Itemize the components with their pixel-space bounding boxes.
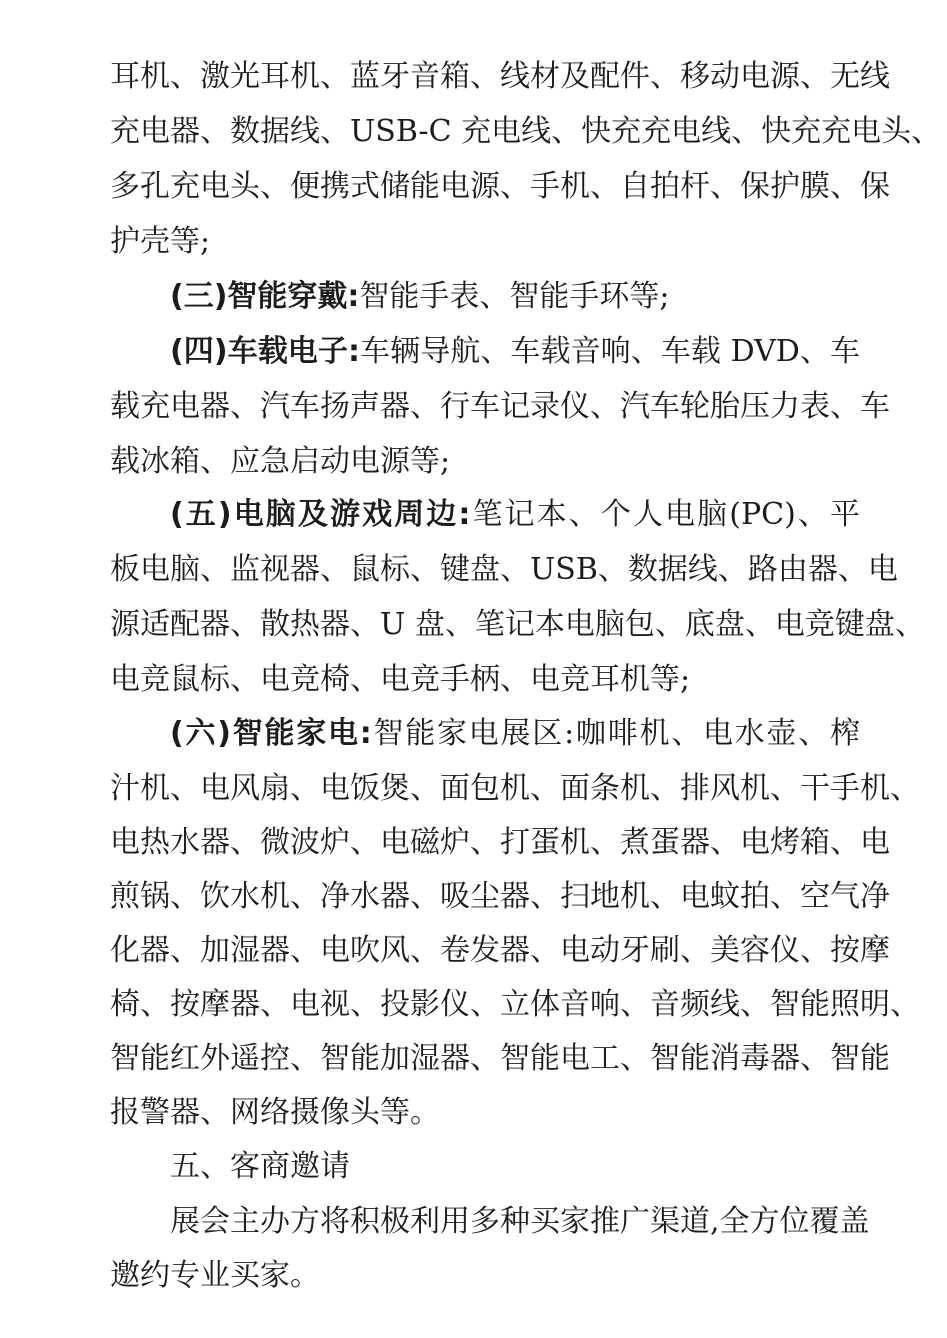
text-line: 汁机、电风扇、电饭煲、面包机、面条机、排风机、干手机、 bbox=[110, 771, 920, 806]
text-line: 展会主办方将积极利用多种买家推广渠道,全方位覆盖 bbox=[170, 1204, 870, 1239]
item-text: 笔记本、个人电脑(PC)、平 bbox=[470, 497, 860, 532]
text-line: 椅、按摩器、电视、投影仪、立体音响、音频线、智能照明、 bbox=[110, 987, 920, 1022]
text-line: 载充电器、汽车扬声器、行车记录仪、汽车轮胎压力表、车 bbox=[110, 389, 890, 424]
item-heading: (三)智能穿戴: bbox=[170, 279, 360, 314]
text-line: 充电器、数据线、USB-C 充电线、快充充电线、快充充电头、 bbox=[110, 114, 942, 149]
section-heading: 五、客商邀请 bbox=[170, 1149, 350, 1184]
item-text: 智能家电展区:咖啡机、电水壶、榨 bbox=[371, 716, 861, 751]
text-line: 护壳等; bbox=[110, 224, 211, 259]
text-line: 智能红外遥控、智能加湿器、智能电工、智能消毒器、智能 bbox=[110, 1041, 890, 1076]
text-line: 耳机、激光耳机、蓝牙音箱、线材及配件、移动电源、无线 bbox=[110, 59, 890, 94]
item-heading: (六)智能家电: bbox=[170, 716, 372, 751]
list-item-car-electronics bbox=[170, 325, 860, 379]
list-item-smart-appliances bbox=[170, 707, 860, 761]
item-heading: (五)电脑及游戏周边: bbox=[170, 497, 471, 532]
item-text: 车辆导航、车载音响、车载 DVD、车 bbox=[359, 334, 860, 369]
item-text: 智能手表、智能手环等; bbox=[359, 279, 670, 314]
text-line: 煎锅、饮水机、净水器、吸尘器、扫地机、电蚊拍、空气净 bbox=[110, 879, 890, 914]
text-line: 邀约专业买家。 bbox=[110, 1258, 320, 1293]
text-line: 电竞鼠标、电竞椅、电竞手柄、电竞耳机等; bbox=[110, 662, 691, 697]
text-line: 板电脑、监视器、鼠标、键盘、USB、数据线、路由器、电 bbox=[110, 552, 898, 587]
text-line: 电热水器、微波炉、电磁炉、打蛋机、煮蛋器、电烤箱、电 bbox=[110, 825, 890, 860]
item-heading: (四)车载电子: bbox=[170, 334, 360, 369]
text-line: 多孔充电头、便携式储能电源、手机、自拍杆、保护膜、保 bbox=[110, 169, 890, 204]
list-item-smart-wearables bbox=[170, 270, 860, 324]
text-line: 化器、加湿器、电吹风、卷发器、电动牙刷、美容仪、按摩 bbox=[110, 933, 890, 968]
text-line: 报警器、网络摄像头等。 bbox=[110, 1095, 440, 1130]
text-line: 载冰箱、应急启动电源等; bbox=[110, 444, 451, 479]
list-item-computer-gaming bbox=[170, 488, 860, 542]
text-line: 源适配器、散热器、U 盘、笔记本电脑包、底盘、电竞键盘、 bbox=[110, 607, 925, 642]
